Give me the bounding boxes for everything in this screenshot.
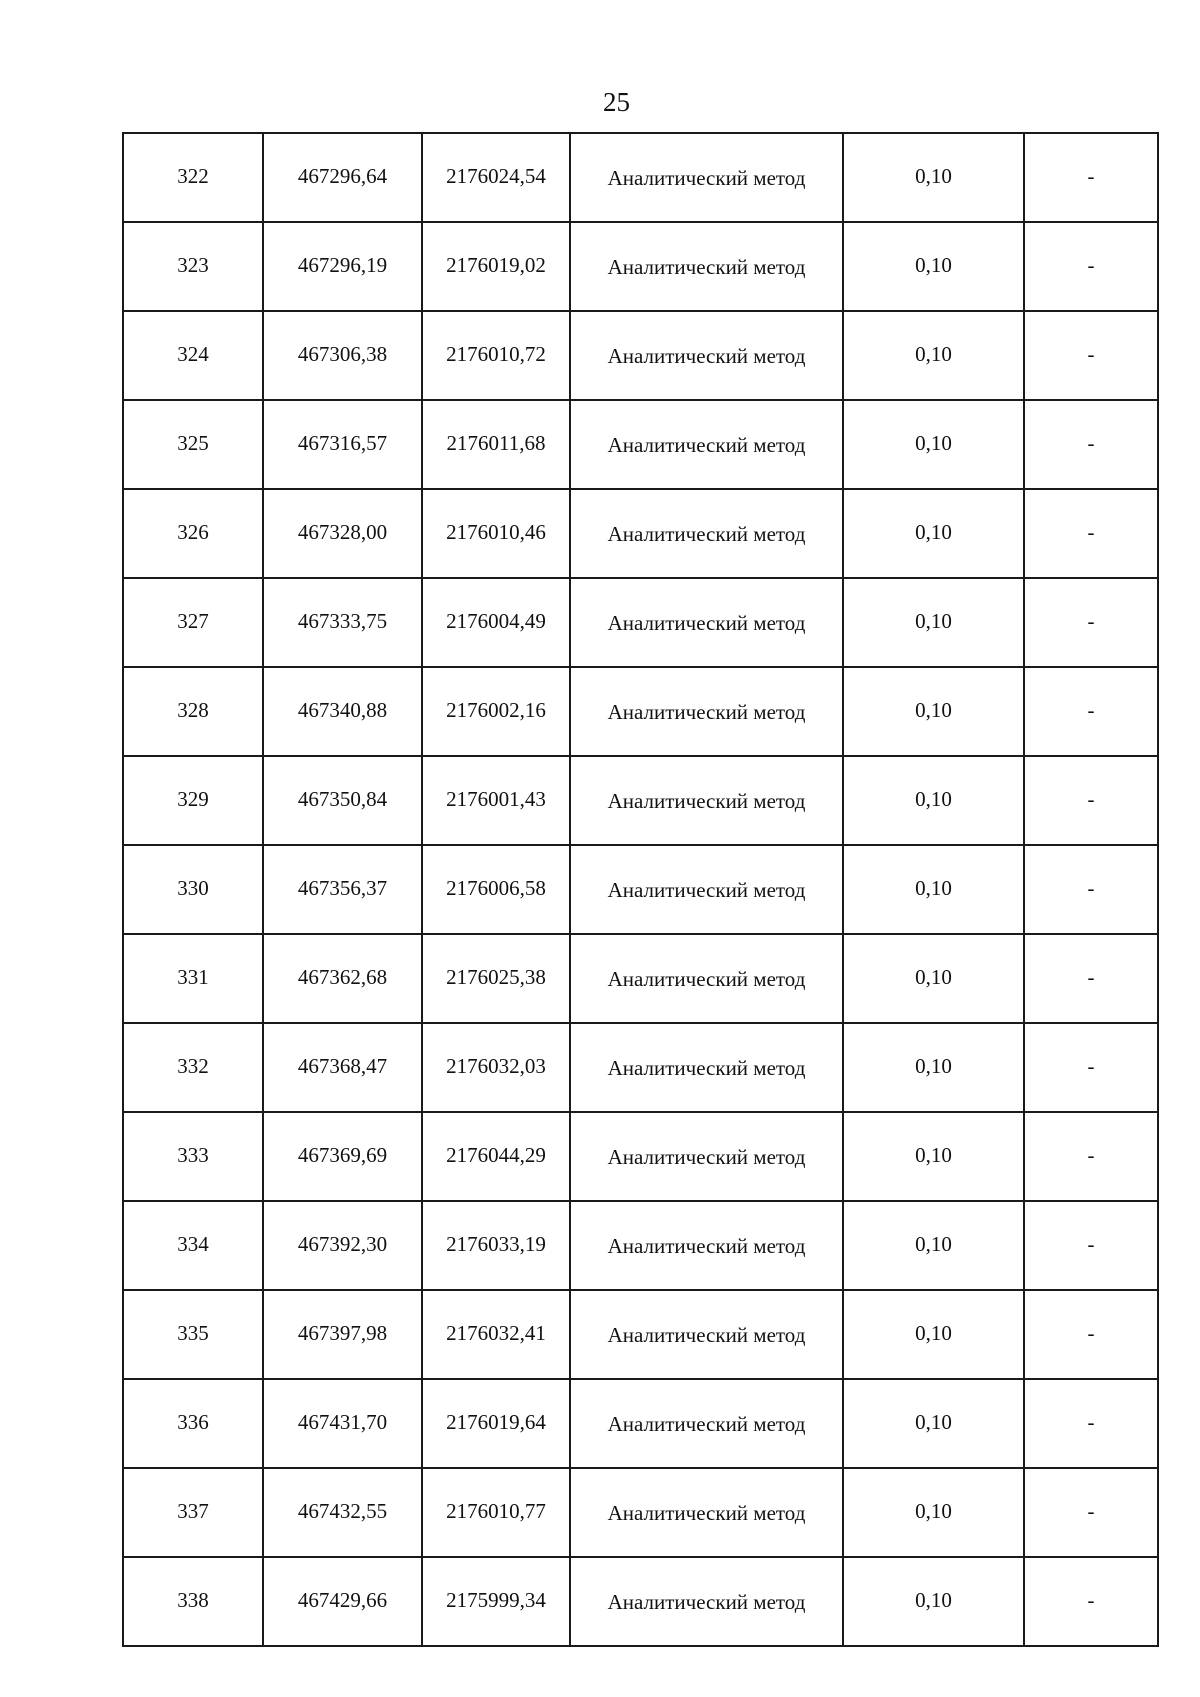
y-coordinate-cell: 2176019,02	[422, 222, 570, 311]
accuracy-cell: 0,10	[843, 1112, 1024, 1201]
method-cell: Аналитический метод	[570, 1468, 843, 1557]
point-number-cell: 326	[123, 489, 263, 578]
note-cell: -	[1024, 1023, 1158, 1112]
accuracy-cell: 0,10	[843, 667, 1024, 756]
table-row	[123, 756, 1158, 845]
point-number-cell: 324	[123, 311, 263, 400]
table-row	[123, 1201, 1158, 1290]
point-number-cell: 328	[123, 667, 263, 756]
table-row	[123, 1112, 1158, 1201]
x-coordinate-cell: 467368,47	[263, 1023, 422, 1112]
accuracy-cell: 0,10	[843, 1023, 1024, 1112]
method-cell: Аналитический метод	[570, 934, 843, 1023]
y-coordinate-cell: 2176011,68	[422, 400, 570, 489]
table-row	[123, 1468, 1158, 1557]
table-row	[123, 667, 1158, 756]
x-coordinate-cell: 467296,64	[263, 133, 422, 222]
note-cell: -	[1024, 489, 1158, 578]
table-row	[123, 1379, 1158, 1468]
note-cell: -	[1024, 934, 1158, 1023]
point-number-cell: 329	[123, 756, 263, 845]
accuracy-cell: 0,10	[843, 400, 1024, 489]
table-body	[123, 133, 1158, 1646]
y-coordinate-cell: 2176010,72	[422, 311, 570, 400]
accuracy-cell: 0,10	[843, 578, 1024, 667]
note-cell: -	[1024, 1290, 1158, 1379]
x-coordinate-cell: 467350,84	[263, 756, 422, 845]
table-row	[123, 400, 1158, 489]
accuracy-cell: 0,10	[843, 756, 1024, 845]
method-cell: Аналитический метод	[570, 133, 843, 222]
note-cell: -	[1024, 578, 1158, 667]
x-coordinate-cell: 467328,00	[263, 489, 422, 578]
point-number-cell: 334	[123, 1201, 263, 1290]
method-cell: Аналитический метод	[570, 489, 843, 578]
x-coordinate-cell: 467369,69	[263, 1112, 422, 1201]
y-coordinate-cell: 2176032,41	[422, 1290, 570, 1379]
point-number-cell: 331	[123, 934, 263, 1023]
point-number-cell: 333	[123, 1112, 263, 1201]
method-cell: Аналитический метод	[570, 756, 843, 845]
point-number-cell: 338	[123, 1557, 263, 1646]
note-cell: -	[1024, 133, 1158, 222]
point-number-cell: 323	[123, 222, 263, 311]
table-row	[123, 1023, 1158, 1112]
y-coordinate-cell: 2175999,34	[422, 1557, 570, 1646]
y-coordinate-cell: 2176002,16	[422, 667, 570, 756]
method-cell: Аналитический метод	[570, 667, 843, 756]
method-cell: Аналитический метод	[570, 1023, 843, 1112]
table-row	[123, 222, 1158, 311]
y-coordinate-cell: 2176010,77	[422, 1468, 570, 1557]
point-number-cell: 322	[123, 133, 263, 222]
accuracy-cell: 0,10	[843, 311, 1024, 400]
method-cell: Аналитический метод	[570, 845, 843, 934]
y-coordinate-cell: 2176033,19	[422, 1201, 570, 1290]
point-number-cell: 332	[123, 1023, 263, 1112]
accuracy-cell: 0,10	[843, 934, 1024, 1023]
x-coordinate-cell: 467397,98	[263, 1290, 422, 1379]
x-coordinate-cell: 467432,55	[263, 1468, 422, 1557]
method-cell: Аналитический метод	[570, 400, 843, 489]
x-coordinate-cell: 467306,38	[263, 311, 422, 400]
table-row	[123, 489, 1158, 578]
note-cell: -	[1024, 756, 1158, 845]
y-coordinate-cell: 2176010,46	[422, 489, 570, 578]
note-cell: -	[1024, 845, 1158, 934]
point-number-cell: 336	[123, 1379, 263, 1468]
table-row	[123, 1557, 1158, 1646]
note-cell: -	[1024, 400, 1158, 489]
x-coordinate-cell: 467333,75	[263, 578, 422, 667]
point-number-cell: 335	[123, 1290, 263, 1379]
x-coordinate-cell: 467362,68	[263, 934, 422, 1023]
y-coordinate-cell: 2176025,38	[422, 934, 570, 1023]
note-cell: -	[1024, 222, 1158, 311]
table-row	[123, 578, 1158, 667]
note-cell: -	[1024, 1468, 1158, 1557]
table-row	[123, 133, 1158, 222]
y-coordinate-cell: 2176024,54	[422, 133, 570, 222]
y-coordinate-cell: 2176032,03	[422, 1023, 570, 1112]
accuracy-cell: 0,10	[843, 1379, 1024, 1468]
method-cell: Аналитический метод	[570, 1112, 843, 1201]
note-cell: -	[1024, 1379, 1158, 1468]
method-cell: Аналитический метод	[570, 1379, 843, 1468]
y-coordinate-cell: 2176019,64	[422, 1379, 570, 1468]
method-cell: Аналитический метод	[570, 578, 843, 667]
accuracy-cell: 0,10	[843, 222, 1024, 311]
note-cell: -	[1024, 1201, 1158, 1290]
accuracy-cell: 0,10	[843, 133, 1024, 222]
accuracy-cell: 0,10	[843, 489, 1024, 578]
table-row	[123, 845, 1158, 934]
table-row	[123, 934, 1158, 1023]
method-cell: Аналитический метод	[570, 1201, 843, 1290]
accuracy-cell: 0,10	[843, 1468, 1024, 1557]
page-number: 25	[603, 87, 630, 117]
point-number-cell: 325	[123, 400, 263, 489]
accuracy-cell: 0,10	[843, 845, 1024, 934]
y-coordinate-cell: 2176001,43	[422, 756, 570, 845]
x-coordinate-cell: 467429,66	[263, 1557, 422, 1646]
table-row	[123, 311, 1158, 400]
x-coordinate-cell: 467431,70	[263, 1379, 422, 1468]
note-cell: -	[1024, 1557, 1158, 1646]
accuracy-cell: 0,10	[843, 1201, 1024, 1290]
method-cell: Аналитический метод	[570, 1290, 843, 1379]
y-coordinate-cell: 2176004,49	[422, 578, 570, 667]
method-cell: Аналитический метод	[570, 222, 843, 311]
x-coordinate-cell: 467296,19	[263, 222, 422, 311]
coordinates-table	[122, 132, 1159, 1647]
method-cell: Аналитический метод	[570, 311, 843, 400]
point-number-cell: 330	[123, 845, 263, 934]
note-cell: -	[1024, 311, 1158, 400]
table-row	[123, 1290, 1158, 1379]
note-cell: -	[1024, 1112, 1158, 1201]
x-coordinate-cell: 467340,88	[263, 667, 422, 756]
x-coordinate-cell: 467356,37	[263, 845, 422, 934]
accuracy-cell: 0,10	[843, 1557, 1024, 1646]
y-coordinate-cell: 2176044,29	[422, 1112, 570, 1201]
point-number-cell: 337	[123, 1468, 263, 1557]
note-cell: -	[1024, 667, 1158, 756]
point-number-cell: 327	[123, 578, 263, 667]
x-coordinate-cell: 467392,30	[263, 1201, 422, 1290]
x-coordinate-cell: 467316,57	[263, 400, 422, 489]
y-coordinate-cell: 2176006,58	[422, 845, 570, 934]
accuracy-cell: 0,10	[843, 1290, 1024, 1379]
method-cell: Аналитический метод	[570, 1557, 843, 1646]
